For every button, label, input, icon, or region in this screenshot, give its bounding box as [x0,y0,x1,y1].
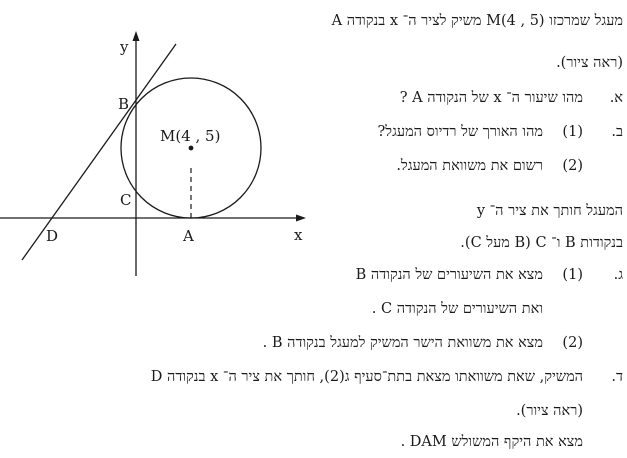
part-g-label: ג. [613,267,623,283]
label-A: A [183,227,194,245]
part-a-label: א. [609,90,623,106]
geometry-figure [0,28,310,288]
y-axis-arrow [133,31,140,41]
label-D: D [46,227,59,245]
x-axis-arrow [296,215,306,222]
part-b2-number: (2) [562,158,583,174]
part-b2-text: רשום את משוואת המעגל. [396,158,543,174]
label-C: C [120,191,132,209]
label-M: M(4 , 5) [160,127,221,145]
part-g2-text: מצא את משוואת הישר המשיק למעגל בנקודה B . [262,335,543,351]
part-b1-text: מהו האורך של רדיוס המעגל? [377,124,543,140]
part-g1-number: (1) [562,267,583,283]
intro-line-1: מעגל שמרכזו (5 , 4)M משיק לציר ה־ x בנקודה A [331,13,623,29]
part-g2-number: (2) [562,335,583,351]
label-y: y [120,38,129,56]
part-g1-text-2: ואת השיעורים של הנקודה C . [371,301,543,317]
center-point-M [189,146,194,151]
part-b-label: ב. [611,124,623,140]
part-b1-number: (1) [562,124,583,140]
part-a-text: מהו שיעור ה־ x של הנקודה A ? [399,90,583,106]
label-B: B [118,95,130,113]
part-d-label: ד. [611,369,623,385]
middle-line-1: המעגל חותך את ציר ה־ y [476,203,623,219]
part-d-text-2: (ראה ציור). [516,403,583,419]
part-d-text-3: מצא את היקף המשולש DAM . [400,434,583,450]
label-x: x [294,226,303,244]
part-g1-text-1: מצא את השיעורים של הנקודה B [355,267,543,283]
part-d-text-1: המשיק, שאת משוואתו מצאת בתת־סעיף ג(2), חותך את ציר ה־ x בנקודה D [150,369,583,385]
middle-line-2: בנקודות B ו־ C (B מעל C). [460,235,623,251]
intro-line-2: (ראה ציור). [556,55,623,71]
